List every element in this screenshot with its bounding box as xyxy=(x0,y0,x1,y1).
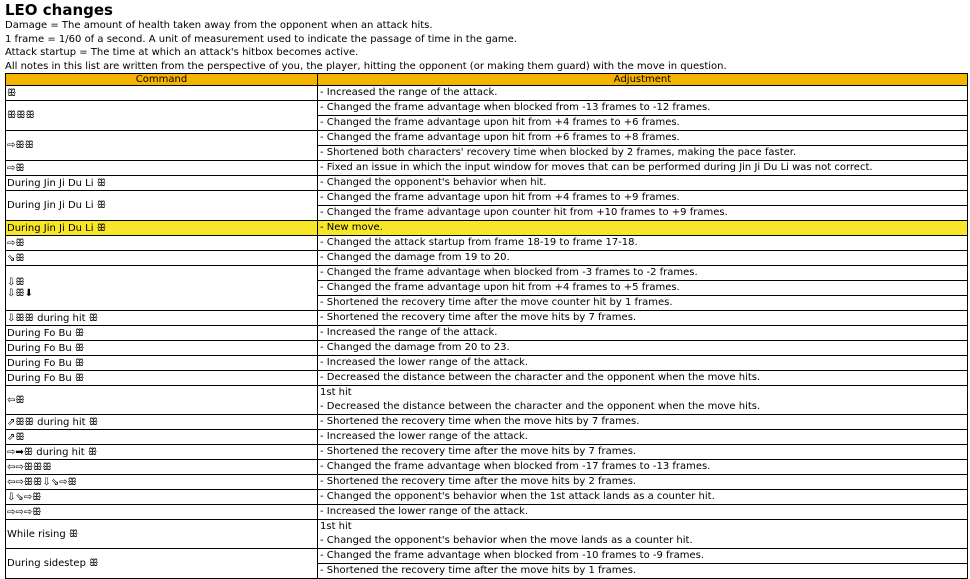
table-row xyxy=(6,505,968,520)
changes-table xyxy=(5,73,968,579)
adjustment-cell xyxy=(318,475,968,490)
command-cell xyxy=(6,475,318,490)
adjustment-cell xyxy=(318,311,968,326)
command-text: ꕥꕥꕥ xyxy=(7,110,35,121)
command-cell xyxy=(6,356,318,371)
command-cell xyxy=(6,236,318,251)
adjustment-line: - Shortened the recovery time after the move hits by 7 frames. xyxy=(320,446,637,457)
table-row xyxy=(6,371,968,386)
table-row xyxy=(6,356,968,371)
table-row xyxy=(6,86,968,101)
adjustment-cell xyxy=(318,161,968,176)
command-text: ⇨⇨⇨ꕥ xyxy=(7,506,42,518)
adjustment-cell xyxy=(318,445,968,460)
intro-line: 1 frame = 1/60 of a second. A unit of measurement used to indicate the passage of time in the game. xyxy=(5,33,517,45)
adjustment-line: - Changed the damage from 20 to 23. xyxy=(320,342,510,353)
table-row xyxy=(6,236,968,251)
table-row xyxy=(6,191,968,221)
adjustment-line: - Increased the lower range of the attack. xyxy=(320,431,528,442)
command-text: While rising ꕥ xyxy=(7,528,79,540)
command-text: ⇦ꕥ xyxy=(7,394,25,406)
command-cell xyxy=(6,191,318,221)
column-header-command: Command xyxy=(6,74,318,86)
command-cell xyxy=(6,221,318,236)
command-cell xyxy=(6,430,318,445)
adjustment-cell xyxy=(318,549,968,579)
table-row xyxy=(6,101,968,131)
command-text: ⇩ꕥꕥ during hit ꕥ xyxy=(7,312,99,324)
command-cell xyxy=(6,415,318,430)
command-cell xyxy=(6,490,318,505)
adjustment-cell xyxy=(318,221,968,236)
adjustment-cell xyxy=(318,430,968,445)
table-body xyxy=(6,86,968,579)
adjustment-line: - Changed the frame advantage when blocked from -3 frames to -2 frames. xyxy=(318,266,967,281)
adjustment-cell xyxy=(318,176,968,191)
command-text: ⇘ꕥ xyxy=(7,252,25,264)
table-row xyxy=(6,430,968,445)
adjustment-line: - Shortened the recovery time when the move hits by 7 frames. xyxy=(320,416,640,427)
adjustment-line: - Changed the attack startup from frame 18-19 to frame 17-18. xyxy=(320,237,638,248)
adjustment-cell xyxy=(318,191,968,221)
command-cell xyxy=(6,161,318,176)
table-row xyxy=(6,311,968,326)
command-text: ⇩ꕥ⬇ xyxy=(7,288,34,299)
command-cell xyxy=(6,131,318,161)
adjustment-line: - Shortened the recovery time after the move hits by 2 frames. xyxy=(320,476,637,487)
adjustment-line: - Shortened the recovery time after the move counter hit by 1 frames. xyxy=(320,297,673,308)
command-cell xyxy=(6,386,318,415)
column-header-adjustment: Adjustment xyxy=(318,74,968,86)
adjustment-cell xyxy=(318,460,968,475)
command-text: ⇨ꕥꕥ xyxy=(7,140,34,151)
adjustment-cell xyxy=(318,236,968,251)
adjustment-line: - Shortened the recovery time after the move hits by 1 frames. xyxy=(320,565,637,576)
command-text: During Fo Bu ꕥ xyxy=(7,342,85,354)
command-cell xyxy=(6,341,318,356)
adjustment-line: - Shortened both characters' recovery time when blocked by 2 frames, making the pace faster. xyxy=(320,147,797,158)
table-row xyxy=(6,460,968,475)
command-text: ⇨ꕥ xyxy=(7,162,25,174)
adjustment-line: - Fixed an issue in which the input window for moves that can be performed during Jin Ji Du Li was not correct. xyxy=(320,162,873,173)
command-cell xyxy=(6,86,318,101)
adjustment-line: 1st hit xyxy=(320,521,352,532)
intro-line: All notes in this list are written from the perspective of you, the player, hitting the opponent (or making them guard) with the move in question. xyxy=(5,60,727,72)
intro-line: Damage = The amount of health taken away from the opponent when an attack hits. xyxy=(5,20,433,31)
command-text: ⇩ꕥ xyxy=(7,277,25,288)
command-text: ⇗ꕥ xyxy=(7,431,25,443)
adjustment-cell xyxy=(318,415,968,430)
adjustment-line: - Changed the frame advantage upon counter hit from +10 frames to +9 frames. xyxy=(320,207,728,218)
adjustment-line: - Increased the range of the attack. xyxy=(320,87,498,98)
table-row xyxy=(6,445,968,460)
table-row xyxy=(6,386,968,415)
command-text: ⇩⇘⇨ꕥ xyxy=(7,491,42,503)
command-text: ⇨➡ꕥ during hit ꕥ xyxy=(7,446,98,458)
adjustment-line: - Changed the frame advantage when blocked from -17 frames to -13 frames. xyxy=(320,461,711,472)
command-cell xyxy=(6,445,318,460)
adjustment-line: - Changed the frame advantage upon hit from +4 frames to +9 frames. xyxy=(318,191,967,206)
command-text: ꕥ xyxy=(7,87,17,99)
adjustment-cell xyxy=(318,86,968,101)
table-row xyxy=(6,549,968,579)
adjustment-line: - Decreased the distance between the character and the opponent when the move hits. xyxy=(320,401,761,412)
adjustment-line: - Changed the damage from 19 to 20. xyxy=(320,252,510,263)
adjustment-cell xyxy=(318,131,968,161)
intro-line: Attack startup = The time at which an attack's hitbox becomes active. xyxy=(5,47,359,58)
command-cell xyxy=(6,176,318,191)
command-text: ⇨ꕥ xyxy=(7,237,25,249)
adjustment-cell xyxy=(318,101,968,131)
adjustment-line: - Changed the frame advantage upon hit from +6 frames to +8 frames. xyxy=(318,131,967,146)
table-row xyxy=(6,176,968,191)
command-text: During Fo Bu ꕥ xyxy=(7,357,85,369)
command-cell xyxy=(6,266,318,311)
command-cell xyxy=(6,326,318,341)
table-header-row xyxy=(6,74,968,86)
table-row xyxy=(6,221,968,236)
adjustment-line: - Decreased the distance between the character and the opponent when the move hits. xyxy=(320,372,761,383)
command-cell xyxy=(6,101,318,131)
adjustment-line: - Changed the opponent's behavior when the move lands as a counter hit. xyxy=(320,535,693,546)
adjustment-line: - Increased the range of the attack. xyxy=(320,327,498,338)
adjustment-cell xyxy=(318,505,968,520)
table-row xyxy=(6,341,968,356)
command-text: During Fo Bu ꕥ xyxy=(7,372,85,384)
command-text: ⇗ꕥꕥ during hit ꕥ xyxy=(7,416,99,428)
table-row xyxy=(6,415,968,430)
table-row xyxy=(6,131,968,161)
command-cell xyxy=(6,371,318,386)
table-row xyxy=(6,475,968,490)
adjustment-line: - Changed the opponent's behavior when hit. xyxy=(320,177,547,188)
adjustment-cell xyxy=(318,386,968,415)
page xyxy=(5,0,967,579)
adjustment-cell xyxy=(318,356,968,371)
command-cell xyxy=(6,251,318,266)
adjustment-cell xyxy=(318,371,968,386)
command-cell xyxy=(6,311,318,326)
adjustment-line: - New move. xyxy=(320,222,383,233)
adjustment-line: - Changed the opponent's behavior when the 1st attack lands as a counter hit. xyxy=(320,491,715,502)
page-title: LEO changes xyxy=(5,1,113,19)
command-text: ⇦⇨ꕥꕥ⇩⇘⇨ꕥ xyxy=(7,476,77,488)
command-text: ⇦⇨ꕥꕥꕥ xyxy=(7,461,52,473)
command-cell xyxy=(6,549,318,579)
table-row xyxy=(6,251,968,266)
command-text: During sidestep ꕥ xyxy=(7,558,99,569)
table-row xyxy=(6,266,968,311)
adjustment-cell xyxy=(318,266,968,311)
adjustment-line: 1st hit xyxy=(320,387,352,398)
command-text: During Jin Ji Du Li ꕥ xyxy=(7,222,106,234)
adjustment-line: - Changed the frame advantage upon hit from +4 frames to +6 frames. xyxy=(320,117,680,128)
command-cell xyxy=(6,460,318,475)
table-row xyxy=(6,520,968,549)
adjustment-cell xyxy=(318,251,968,266)
table-row xyxy=(6,161,968,176)
command-cell xyxy=(6,505,318,520)
adjustment-line: - Changed the frame advantage when blocked from -10 frames to -9 frames. xyxy=(318,549,967,564)
adjustment-cell xyxy=(318,341,968,356)
adjustment-line: - Changed the frame advantage when blocked from -13 frames to -12 frames. xyxy=(318,101,967,116)
adjustment-cell xyxy=(318,490,968,505)
adjustment-line: - Increased the lower range of the attack. xyxy=(320,506,528,517)
command-text: During Fo Bu ꕥ xyxy=(7,327,85,339)
adjustment-cell xyxy=(318,326,968,341)
table-row xyxy=(6,326,968,341)
command-text: During Jin Ji Du Li ꕥ xyxy=(7,177,106,189)
adjustment-cell xyxy=(318,520,968,549)
adjustment-line: - Increased the lower range of the attack. xyxy=(320,357,528,368)
intro-notes xyxy=(5,19,967,73)
command-text: During Jin Ji Du Li ꕥ xyxy=(7,200,106,211)
table-row xyxy=(6,490,968,505)
command-cell xyxy=(6,520,318,549)
adjustment-line: - Changed the frame advantage upon hit from +4 frames to +5 frames. xyxy=(318,281,967,296)
adjustment-line: - Shortened the recovery time after the move hits by 7 frames. xyxy=(320,312,637,323)
